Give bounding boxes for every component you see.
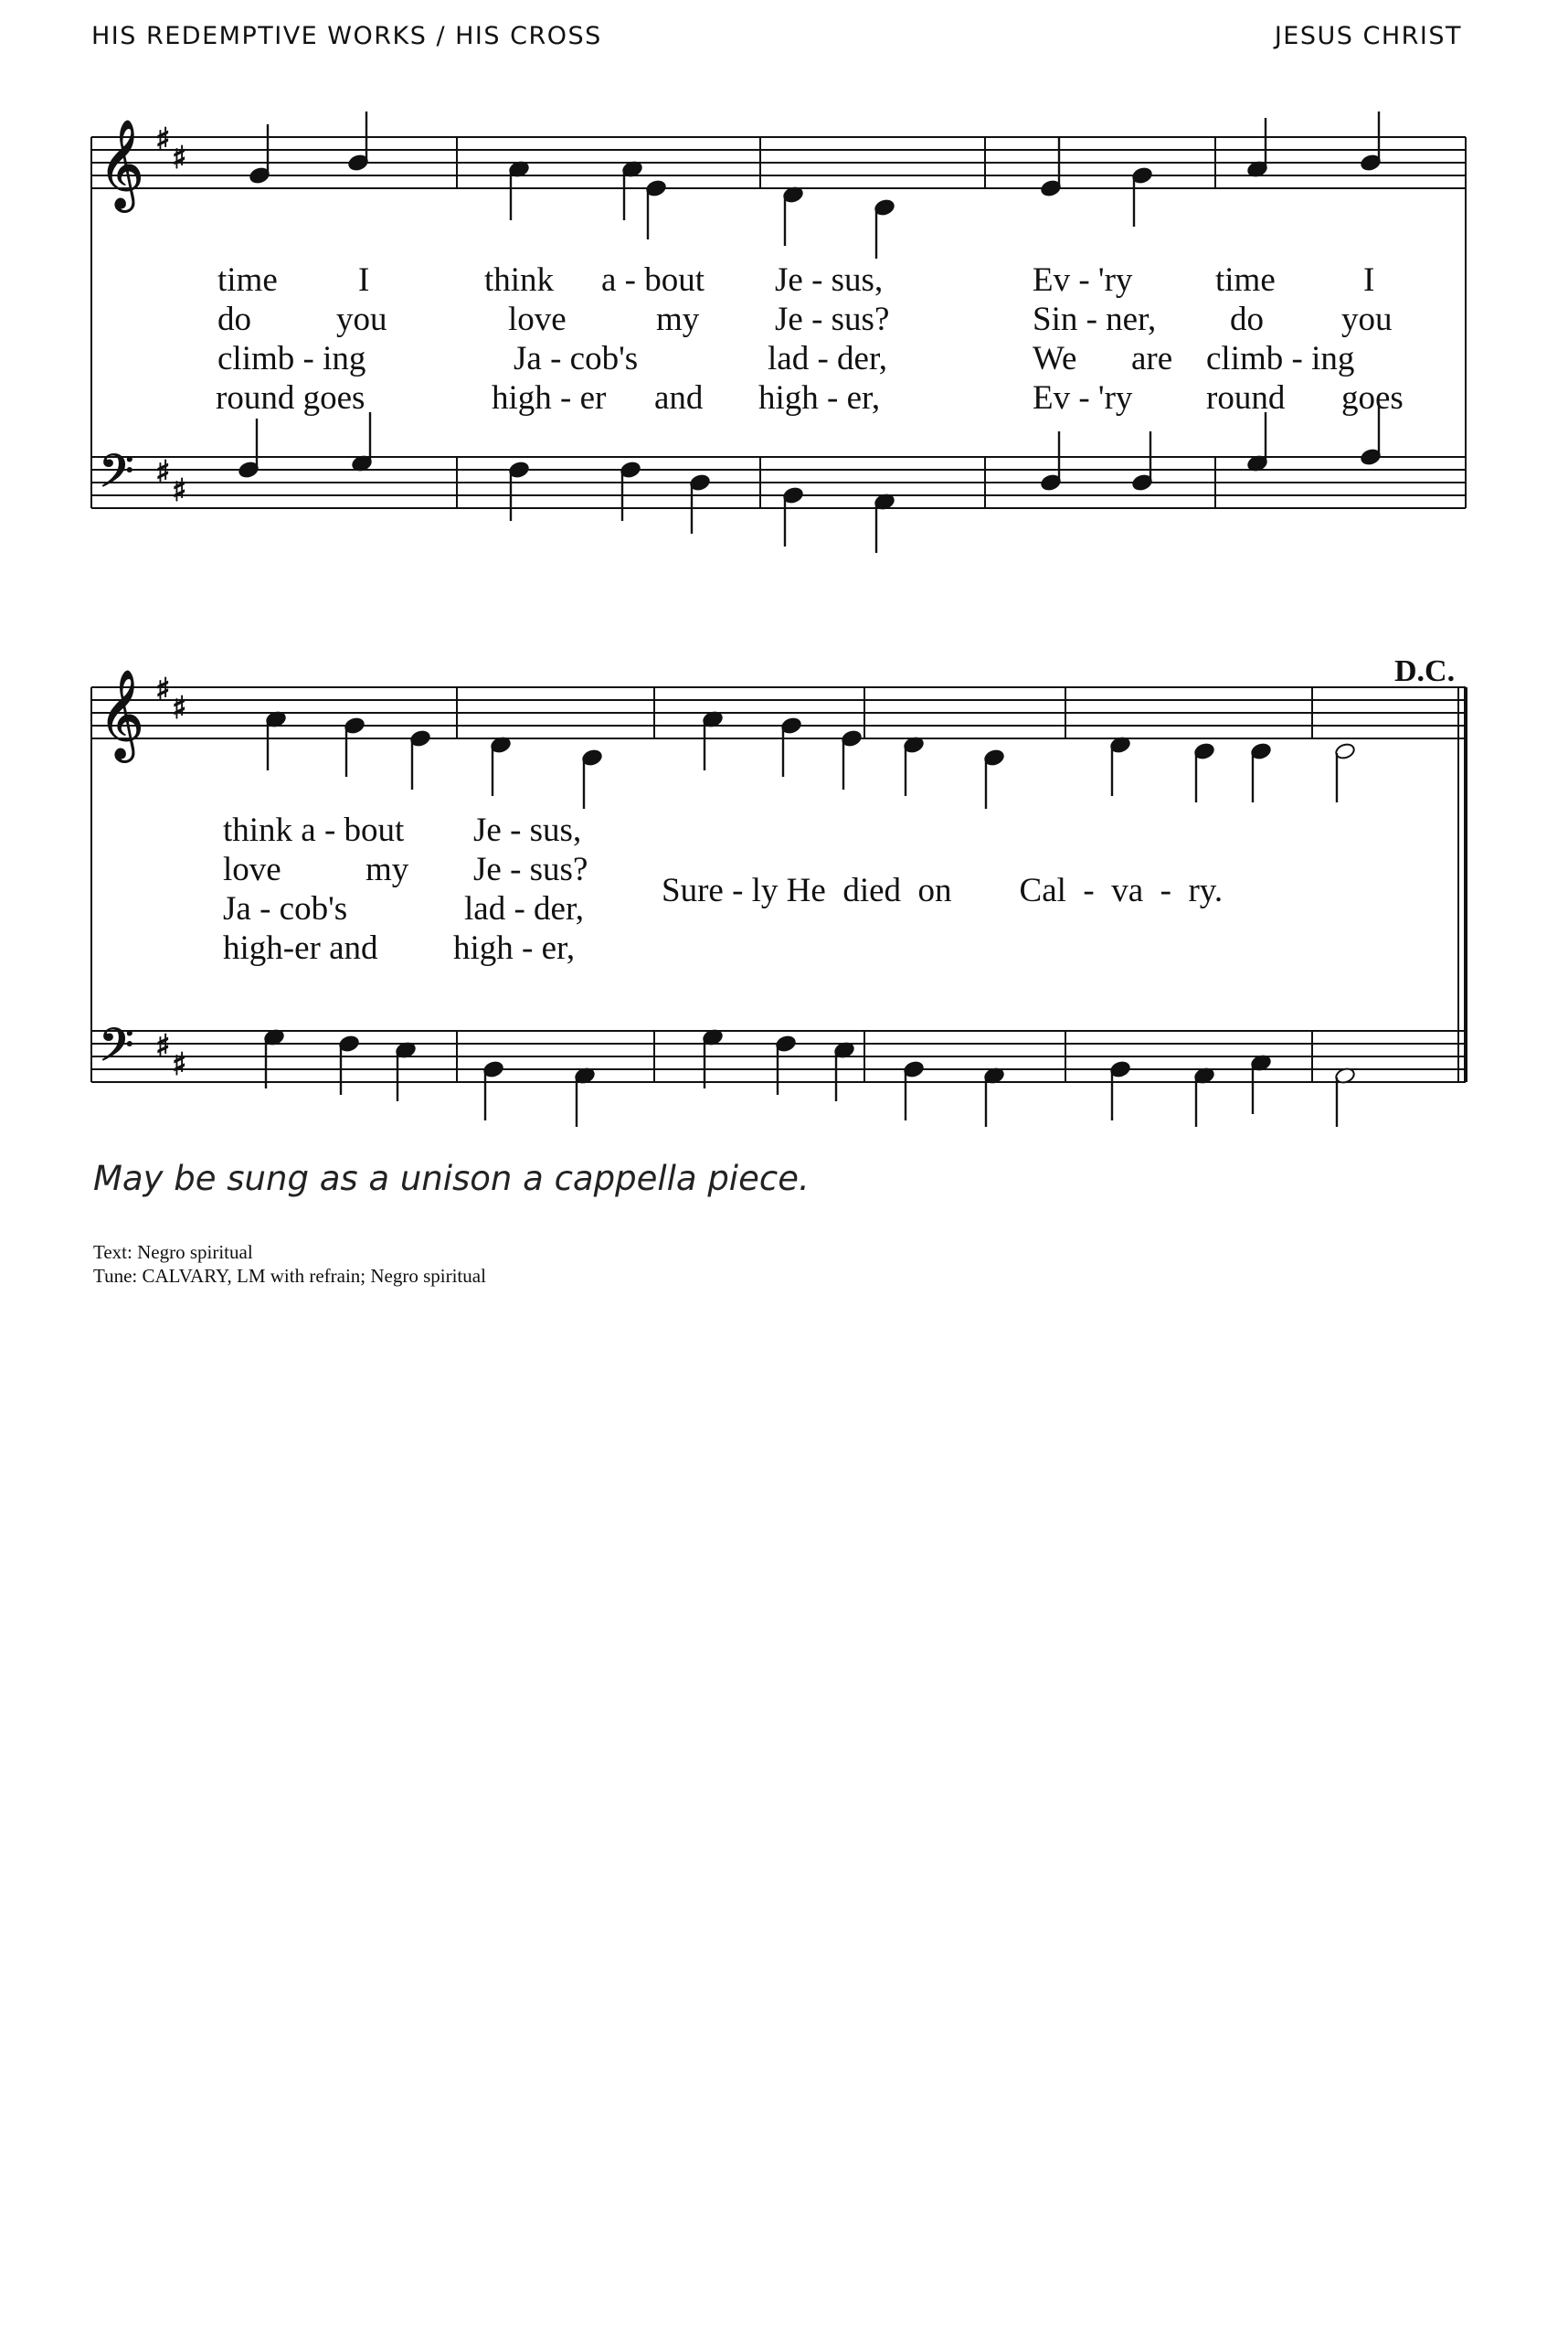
category-header: JESUS CHRIST bbox=[1274, 22, 1462, 50]
treble-note-s1-3 bbox=[508, 160, 530, 220]
treble-note-s2-14 bbox=[1334, 742, 1356, 802]
treble-note-s2-6 bbox=[702, 710, 724, 770]
bass-note-s2-9 bbox=[903, 1060, 925, 1120]
lyric-s1-v1-2: I bbox=[358, 261, 370, 299]
da-capo-mark: D.C. bbox=[1394, 654, 1456, 688]
treble-note-s2-3 bbox=[409, 729, 431, 790]
sharp-icon: ♯ bbox=[155, 122, 171, 158]
treble-note-s1-4 bbox=[621, 160, 643, 220]
bass-note-s2-4 bbox=[482, 1060, 504, 1120]
lyric-s1-v1-6: Ev - 'ry bbox=[1033, 261, 1133, 299]
lyric-s1-v2-5: Je - sus? bbox=[775, 301, 890, 338]
lyric-s1-v4-5: Ev - 'ry bbox=[1033, 379, 1133, 417]
sharp-icon: ♯ bbox=[172, 140, 187, 176]
lyric-s1-v2-1: do bbox=[217, 301, 251, 338]
bass-note-s1-1 bbox=[238, 419, 260, 479]
sharp-icon: ♯ bbox=[172, 690, 187, 727]
treble-note-s1-2 bbox=[347, 111, 369, 172]
bass-note-s1-4 bbox=[620, 461, 641, 521]
section-header: HIS REDEMPTIVE WORKS / HIS CROSS bbox=[91, 22, 602, 50]
treble-note-s2-8 bbox=[841, 729, 863, 790]
lyric-s1-v2-3: love bbox=[508, 301, 567, 338]
text-credit: Text: Negro spiritual bbox=[93, 1241, 253, 1263]
performance-note: May be sung as a unison a cappella piece. bbox=[93, 1159, 810, 1198]
sharp-icon: ♯ bbox=[155, 1028, 171, 1065]
bass-note-s2-14 bbox=[1334, 1067, 1356, 1127]
lyric-s1-v1-3: think bbox=[484, 261, 555, 299]
treble-note-s1-5 bbox=[645, 179, 667, 239]
treble-staff-2 bbox=[91, 687, 1466, 738]
lyric-s2-v2-2: my bbox=[366, 851, 409, 888]
bass-note-s1-7 bbox=[874, 493, 895, 553]
bass-note-s1-3 bbox=[508, 461, 530, 521]
lyric-s1-v3-4: We bbox=[1033, 340, 1077, 377]
lyric-s1-v2-8: you bbox=[1341, 301, 1393, 338]
treble-clef-icon: 𝄞 bbox=[99, 119, 144, 208]
lyric-s1-v4-7: goes bbox=[1341, 379, 1404, 417]
bass-note-s1-2 bbox=[351, 412, 373, 472]
lyric-s1-v2-4: my bbox=[656, 301, 700, 338]
refrain-lyric: Sure - ly He died on Cal - va - ry. bbox=[662, 872, 1224, 909]
tune-credit: Tune: CALVARY, LM with refrain; Negro spiritual bbox=[93, 1265, 486, 1287]
bass-note-s2-7 bbox=[775, 1035, 797, 1095]
sharp-icon: ♯ bbox=[155, 672, 171, 708]
lyric-s2-v2-3: Je - sus? bbox=[473, 851, 588, 888]
lyric-s2-v3-1: Ja - cob's bbox=[223, 890, 348, 928]
lyric-s1-v1-5: Je - sus, bbox=[775, 261, 884, 299]
bass-clef-icon: 𝄢 bbox=[99, 1019, 134, 1083]
bass-note-s1-6 bbox=[782, 486, 804, 547]
lyric-s1-v3-5: are bbox=[1131, 340, 1173, 377]
sharp-icon: ♯ bbox=[155, 454, 171, 491]
lyric-s2-v1-1: think a - bout bbox=[223, 812, 405, 849]
lyric-s2-v4-2: high - er, bbox=[453, 929, 576, 967]
sharp-icon: ♯ bbox=[172, 1046, 187, 1083]
bass-note-s2-11 bbox=[1109, 1060, 1131, 1120]
bass-note-s2-2 bbox=[338, 1035, 360, 1095]
treble-note-s2-2 bbox=[344, 717, 366, 777]
lyric-s1-v2-2: you bbox=[336, 301, 387, 338]
lyric-s1-v4-2: high - er bbox=[492, 379, 607, 417]
lyric-s1-v3-1: climb - ing bbox=[217, 340, 366, 377]
lyric-s1-v2-6: Sin - ner, bbox=[1033, 301, 1157, 338]
treble-clef-icon: 𝄞 bbox=[99, 669, 144, 759]
treble-note-s1-1 bbox=[249, 124, 270, 185]
lyric-s1-v1-8: I bbox=[1363, 261, 1375, 299]
treble-note-s2-13 bbox=[1250, 742, 1272, 802]
lyric-s1-v4-3: and bbox=[654, 379, 704, 417]
lyric-s2-v4-1: high-er and bbox=[223, 929, 378, 967]
treble-note-s2-5 bbox=[581, 748, 603, 809]
lyric-s2-v2-1: love bbox=[223, 851, 281, 888]
lyric-s1-v1-1: time bbox=[217, 261, 278, 299]
treble-note-s2-12 bbox=[1193, 742, 1215, 802]
bass-note-s2-13 bbox=[1250, 1054, 1272, 1114]
treble-note-s1-9 bbox=[1131, 166, 1153, 227]
treble-note-s2-11 bbox=[1109, 736, 1131, 796]
treble-note-s1-8 bbox=[1040, 137, 1062, 197]
bass-note-s2-8 bbox=[833, 1041, 855, 1101]
bass-note-s2-12 bbox=[1193, 1067, 1215, 1127]
bass-note-s1-5 bbox=[689, 473, 711, 534]
lyric-s2-v1-2: Je - sus, bbox=[473, 812, 582, 849]
lyric-s1-v3-6: climb - ing bbox=[1206, 340, 1355, 377]
lyric-s1-v3-3: lad - der, bbox=[768, 340, 888, 377]
bass-note-s2-5 bbox=[574, 1067, 596, 1127]
bass-note-s2-3 bbox=[395, 1041, 417, 1101]
treble-note-s2-10 bbox=[983, 748, 1005, 809]
lyric-s1-v2-7: do bbox=[1230, 301, 1264, 338]
treble-note-s1-10 bbox=[1246, 118, 1268, 178]
treble-note-s2-9 bbox=[903, 736, 925, 796]
lyric-s1-v3-2: Ja - cob's bbox=[514, 340, 639, 377]
bass-note-s1-8 bbox=[1040, 431, 1062, 492]
treble-note-s1-6 bbox=[782, 186, 804, 246]
bass-note-s2-1 bbox=[263, 1028, 285, 1088]
lyric-s1-v1-7: time bbox=[1215, 261, 1276, 299]
lyric-s2-v3-2: lad - der, bbox=[464, 890, 585, 928]
lyric-s1-v1-4: a - bout bbox=[601, 261, 705, 299]
treble-note-s2-7 bbox=[780, 717, 802, 777]
bass-note-s2-6 bbox=[702, 1028, 724, 1088]
bass-note-s2-10 bbox=[983, 1067, 1005, 1127]
lyric-s1-v4-4: high - er, bbox=[758, 379, 881, 417]
bass-note-s1-10 bbox=[1246, 412, 1268, 472]
treble-note-s2-4 bbox=[490, 736, 512, 796]
treble-note-s2-1 bbox=[265, 710, 287, 770]
treble-note-s1-7 bbox=[874, 198, 895, 259]
treble-note-s1-11 bbox=[1360, 111, 1382, 172]
bass-note-s1-9 bbox=[1131, 431, 1153, 492]
bass-clef-icon: 𝄢 bbox=[99, 445, 134, 509]
lyric-s1-v4-6: round bbox=[1206, 379, 1286, 417]
lyric-s1-v4-1: round goes bbox=[216, 379, 366, 417]
sharp-icon: ♯ bbox=[172, 472, 187, 509]
